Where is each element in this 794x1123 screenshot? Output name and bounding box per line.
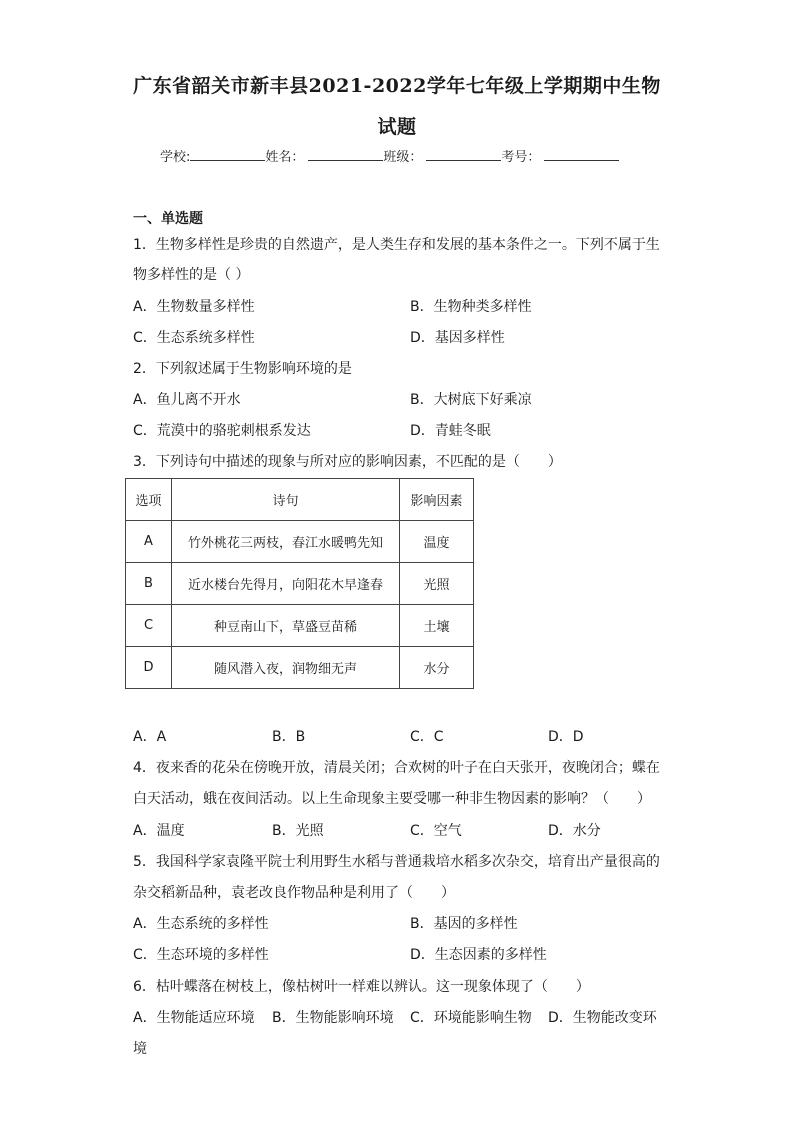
- school-blank[interactable]: [190, 148, 265, 161]
- name-blank[interactable]: [308, 148, 383, 161]
- q4-stem-line1: 4．夜来香的花朵在傍晚开放，清晨关闭；合欢树的叶子在白天张开，夜晚闭合；蝶在: [133, 760, 660, 776]
- q6-stem-line1: 6．枯叶蝶落在树枝上，像枯树叶一样难以辨认。这一现象体现了（ ）: [133, 979, 590, 995]
- table-cell: 种豆南山下，草盛豆苗稀: [172, 605, 400, 647]
- table-cell: B: [126, 563, 172, 605]
- number-label: 考号：: [501, 150, 541, 165]
- q3-option-a[interactable]: A．A: [133, 729, 167, 745]
- table-cell: 水分: [400, 647, 474, 689]
- q3-table: [125, 478, 474, 689]
- school-label: 学校:: [160, 150, 191, 165]
- q6-option-b[interactable]: B．生物能影响环境: [272, 1010, 394, 1026]
- q6-option-d-wrap: 境: [133, 1041, 147, 1057]
- table-cell: 土壤: [400, 605, 474, 647]
- q2-option-a[interactable]: A．鱼儿离不开水: [133, 392, 241, 408]
- class-blank[interactable]: [426, 148, 501, 161]
- table-cell: C: [126, 605, 172, 647]
- q5-option-b[interactable]: B．基因的多样性: [410, 916, 518, 932]
- q1-option-d[interactable]: D．基因多样性: [410, 330, 505, 346]
- q3-option-d[interactable]: D．D: [548, 729, 584, 745]
- q3-stem-line1: 3．下列诗句中描述的现象与所对应的影响因素，不匹配的是（ ）: [133, 454, 562, 470]
- q4-stem-line2: 白天活动，蛾在夜间活动。以上生命现象主要受哪一种非生物因素的影响？（ ）: [133, 791, 651, 807]
- table-row: [126, 563, 474, 605]
- q2-option-d[interactable]: D．青蛙冬眠: [410, 423, 491, 439]
- document-title-line2: 试题: [377, 116, 417, 138]
- section-heading: 一、单选题: [133, 211, 203, 227]
- q5-option-c[interactable]: C．生态环境的多样性: [133, 947, 269, 963]
- table-cell: D: [126, 647, 172, 689]
- q2-option-b[interactable]: B．大树底下好乘凉: [410, 392, 532, 408]
- q4-option-c[interactable]: C．空气: [410, 823, 462, 839]
- q1-option-a[interactable]: A．生物数量多样性: [133, 299, 255, 315]
- q4-option-b[interactable]: B．光照: [272, 823, 324, 839]
- table-row: [126, 521, 474, 563]
- table-cell: 竹外桃花三两枝，春江水暖鸭先知: [172, 521, 400, 563]
- table-cell: 随风潜入夜，润物细无声: [172, 647, 400, 689]
- q5-stem-line1: 5．我国科学家袁隆平院士利用野生水稻与普通栽培水稻多次杂交，培育出产量很高的: [133, 854, 660, 870]
- q1-stem-line1: 1．生物多样性是珍贵的自然遗产，是人类生存和发展的基本条件之一。下列不属于生: [133, 237, 660, 253]
- table-header-cell: 诗句: [172, 479, 400, 521]
- q2-option-c[interactable]: C．荒漠中的骆驼刺根系发达: [133, 423, 311, 439]
- table-cell: 近水楼台先得月，向阳花木早逢春: [172, 563, 400, 605]
- student-info-line: [160, 146, 619, 165]
- table-cell: 温度: [400, 521, 474, 563]
- table-header-cell: 选项: [126, 479, 172, 521]
- document-title-line1: 广东省韶关市新丰县2021-2022学年七年级上学期期中生物: [133, 75, 661, 97]
- table-row: [126, 647, 474, 689]
- q3-option-c[interactable]: C．C: [410, 729, 444, 745]
- table-cell: 光照: [400, 563, 474, 605]
- q6-option-d[interactable]: D．生物能改变环: [548, 1010, 657, 1026]
- q4-option-d[interactable]: D．水分: [548, 823, 601, 839]
- number-blank[interactable]: [544, 148, 619, 161]
- table-cell: A: [126, 521, 172, 563]
- q5-stem-line2: 杂交稻新品种，袁老改良作物品种是利用了（ ）: [133, 885, 455, 901]
- class-label: 班级：: [383, 150, 423, 165]
- name-label: 姓名：: [265, 150, 305, 165]
- q6-option-a[interactable]: A．生物能适应环境: [133, 1010, 255, 1026]
- q1-option-b[interactable]: B．生物种类多样性: [410, 299, 532, 315]
- table-header-row: [126, 479, 474, 521]
- q1-option-c[interactable]: C．生态系统多样性: [133, 330, 255, 346]
- table-header-cell: 影响因素: [400, 479, 474, 521]
- q6-option-c[interactable]: C．环境能影响生物: [410, 1010, 532, 1026]
- q4-option-a[interactable]: A．温度: [133, 823, 185, 839]
- q5-option-d[interactable]: D．生态因素的多样性: [410, 947, 547, 963]
- q3-option-b[interactable]: B．B: [272, 729, 306, 745]
- q5-option-a[interactable]: A．生态系统的多样性: [133, 916, 269, 932]
- table-row: [126, 605, 474, 647]
- q1-stem-line2: 物多样性的是（ ）: [133, 267, 250, 283]
- q2-stem-line1: 2．下列叙述属于生物影响环境的是: [133, 361, 352, 377]
